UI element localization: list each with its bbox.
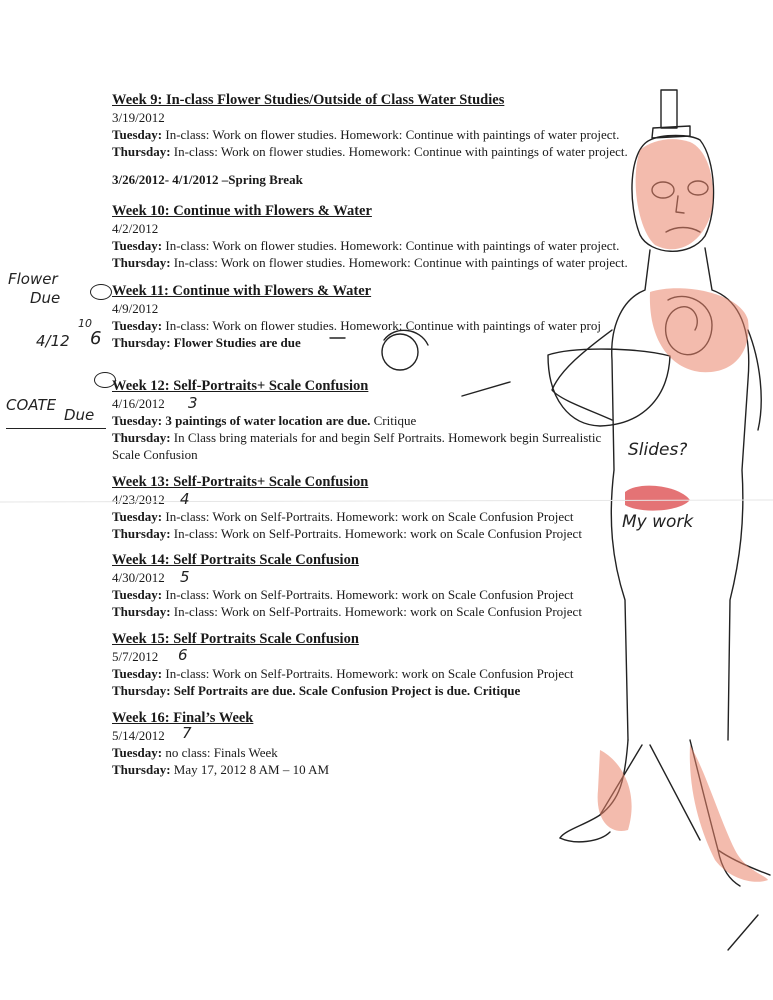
line-text: In-class: Work on Self-Portraits. Homework: work on Scale Confusion Project: [170, 526, 582, 541]
underline-mark: [6, 428, 106, 429]
hip-red-wash: [625, 486, 690, 511]
week-heading: Week 15: Self Portraits Scale Confusion: [112, 631, 359, 647]
week-date: 5/14/2012: [112, 728, 165, 743]
day-label: Thursday:: [112, 430, 171, 445]
face-wash: [636, 139, 713, 249]
week-date: 4/2/2012: [112, 221, 159, 236]
handwritten-seven: 7: [182, 724, 192, 742]
week-heading: Week 10: Continue with Flowers & Water: [112, 203, 372, 219]
line-text: In-class: Work on flower studies. Homework: Continue with paintings of water project.: [162, 127, 620, 142]
day-label: Tuesday:: [112, 318, 163, 333]
week-heading: Week 16: Final’s Week: [112, 710, 254, 726]
week-date: 3/19/2012: [112, 110, 165, 125]
day-label: Tuesday:: [112, 127, 163, 142]
day-label: Thursday:: [112, 762, 171, 777]
handwritten-coate-due: Due: [64, 406, 95, 424]
line-text: In-class: Work on Self-Portraits. Homework: work on Scale Confusion Project: [162, 587, 574, 602]
week-date: 5/7/2012: [112, 649, 159, 664]
line-text: Self Portraits are due. Scale Confusion Project is due. Critique: [170, 683, 521, 698]
day-label: Tuesday:: [112, 413, 163, 428]
week-date: 4/23/2012: [112, 492, 165, 507]
right-leg-wash: [690, 745, 768, 882]
day-label: Tuesday:: [112, 745, 163, 760]
line-text: In-class: Work on Self-Portraits. Homework: work on Scale Confusion Project: [170, 604, 582, 619]
line-text: May 17, 2012 8 AM – 10 AM: [170, 762, 330, 777]
week-heading: Week 13: Self-Portraits+ Scale Confusion: [112, 474, 369, 490]
loop-mark: [90, 284, 112, 300]
line-text: In-class: Work on flower studies. Homework: Continue with paintings of water proj: [162, 318, 601, 333]
spring-break-line: 3/26/2012- 4/1/2012 –Spring Break: [112, 172, 303, 187]
week-heading: Week 12: Self-Portraits+ Scale Confusion: [112, 378, 369, 394]
line-text: In-class: Work on flower studies. Homework: Continue with paintings of water project.: [162, 238, 620, 253]
line-text-critique: Critique: [370, 413, 417, 428]
day-label: Thursday:: [112, 683, 171, 698]
handwritten-ten: 10: [78, 317, 92, 330]
left-foot: [560, 832, 610, 842]
line-text: Flower Studies are due: [170, 335, 301, 350]
week-heading: Week 14: Self Portraits Scale Confusion: [112, 552, 359, 568]
line-text: 3 paintings of water location are due.: [162, 413, 371, 428]
day-label: Tuesday:: [112, 587, 163, 602]
handwritten-six-b: 6: [178, 646, 188, 664]
handwritten-five: 5: [180, 568, 190, 586]
line-text: no class: Finals Week: [162, 745, 278, 760]
line-text: In-class: Work on Self-Portraits. Homework: work on Scale Confusion Project: [162, 509, 574, 524]
day-label: Tuesday:: [112, 238, 163, 253]
line-text: In-class: Work on flower studies. Homework: Continue with paintings of water project.: [170, 255, 628, 270]
day-label: Thursday:: [112, 604, 171, 619]
handwritten-date-4-12: 4/12: [36, 332, 70, 350]
small-face-hair: [384, 330, 428, 345]
left-leg-wash: [598, 750, 632, 831]
line-text: In Class bring materials for and begin Self Portraits. Homework begin Surrealistic Scale Confusion: [112, 430, 602, 462]
handwritten-flower: Flower: [8, 270, 58, 288]
left-arm: [552, 330, 612, 420]
day-label: Thursday:: [112, 335, 171, 350]
handwritten-four: 4: [180, 490, 190, 508]
loop-mark: [94, 372, 116, 388]
week-date: 4/9/2012: [112, 301, 159, 316]
small-face-doodle: [382, 334, 418, 370]
day-label: Thursday:: [112, 255, 171, 270]
day-label: Thursday:: [112, 144, 171, 159]
handwritten-six: 6: [90, 328, 102, 349]
week-heading: Week 11: Continue with Flowers & Water: [112, 283, 372, 299]
handwritten-slides: Slides?: [628, 440, 688, 460]
day-label: Tuesday:: [112, 666, 163, 681]
line-text: In-class: Work on Self-Portraits. Homework: work on Scale Confusion Project: [162, 666, 574, 681]
day-label: Tuesday:: [112, 509, 163, 524]
hat-top: [661, 90, 677, 128]
handwritten-flower-due: Due: [30, 289, 61, 307]
line-text: In-class: Work on flower studies. Homework: Continue with paintings of water project.: [170, 144, 628, 159]
handwritten-three: 3: [188, 394, 198, 412]
week-date: 4/16/2012: [112, 396, 165, 411]
day-label: Thursday:: [112, 526, 171, 541]
handwritten-coate: COATE: [6, 396, 57, 414]
handwritten-my-work: My work: [622, 512, 694, 532]
right-arm: [748, 330, 761, 430]
week-heading: Week 9: In-class Flower Studies/Outside of Class Water Studies: [112, 92, 505, 108]
week-date: 4/30/2012: [112, 570, 165, 585]
chest-wash: [650, 288, 749, 372]
bowl: [548, 349, 670, 426]
